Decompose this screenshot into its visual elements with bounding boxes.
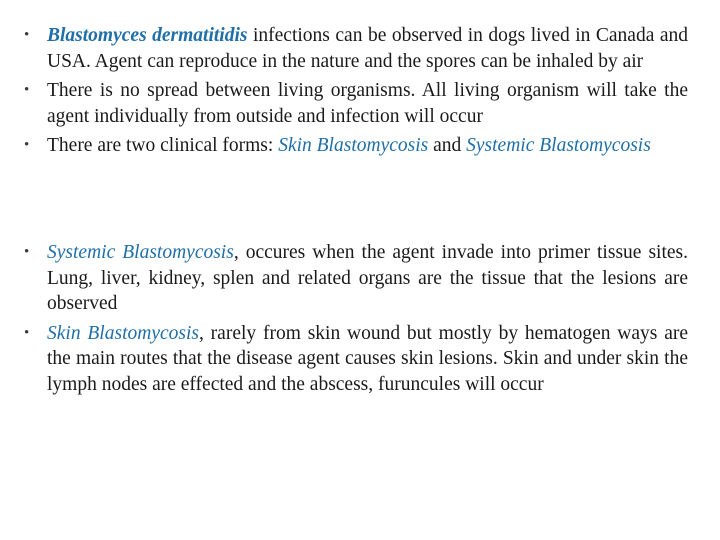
bullet-text: , rarely from skin wound but mostly by hematogen ways are the main routes that the disease agent causes skin lesions. Skin and under skin the lymph nodes are effected and the abscess, furuncules will occur xyxy=(47,322,688,395)
list-item xyxy=(22,321,688,398)
term-systemic-blastomycosis: Systemic Blastomycosis xyxy=(47,242,234,263)
bullet-icon: • xyxy=(24,82,30,98)
bullet-list-top xyxy=(22,23,688,163)
bullet-icon: • xyxy=(24,324,30,341)
term-skin-blastomycosis: Skin Blastomycosis xyxy=(47,322,199,344)
bullet-text-prefix: There are two clinical forms: xyxy=(47,135,279,156)
bullet-text: , occures when the agent invade into primer tissue sites. Lung, liver, kidney, splen and related organs are the tissue that the lesions are observed xyxy=(47,242,689,314)
bullet-text: infections can be observed in dogs lived in Canada and USA. Agent can reproduce in the nature and the spores can be inhaled by air xyxy=(47,25,689,72)
bullet-text-middle: and xyxy=(428,135,467,156)
term-blastomyces-dermatitidis: Blastomyces dermatitidis xyxy=(47,25,248,46)
list-item xyxy=(22,133,688,159)
bullet-text: There is no spread between living organisms. All living organism will take the agent individually from outside and infection will occur xyxy=(47,80,688,127)
list-item xyxy=(22,240,688,317)
term-systemic-blastomycosis: Systemic Blastomycosis xyxy=(466,135,651,156)
list-item xyxy=(22,23,688,74)
term-skin-blastomycosis: Skin Blastomycosis xyxy=(278,135,429,156)
bullet-icon: • xyxy=(24,137,30,153)
bullet-list-bottom xyxy=(22,240,688,401)
bullet-icon: • xyxy=(24,27,30,43)
list-item xyxy=(22,78,688,129)
bullet-icon: • xyxy=(24,244,30,260)
